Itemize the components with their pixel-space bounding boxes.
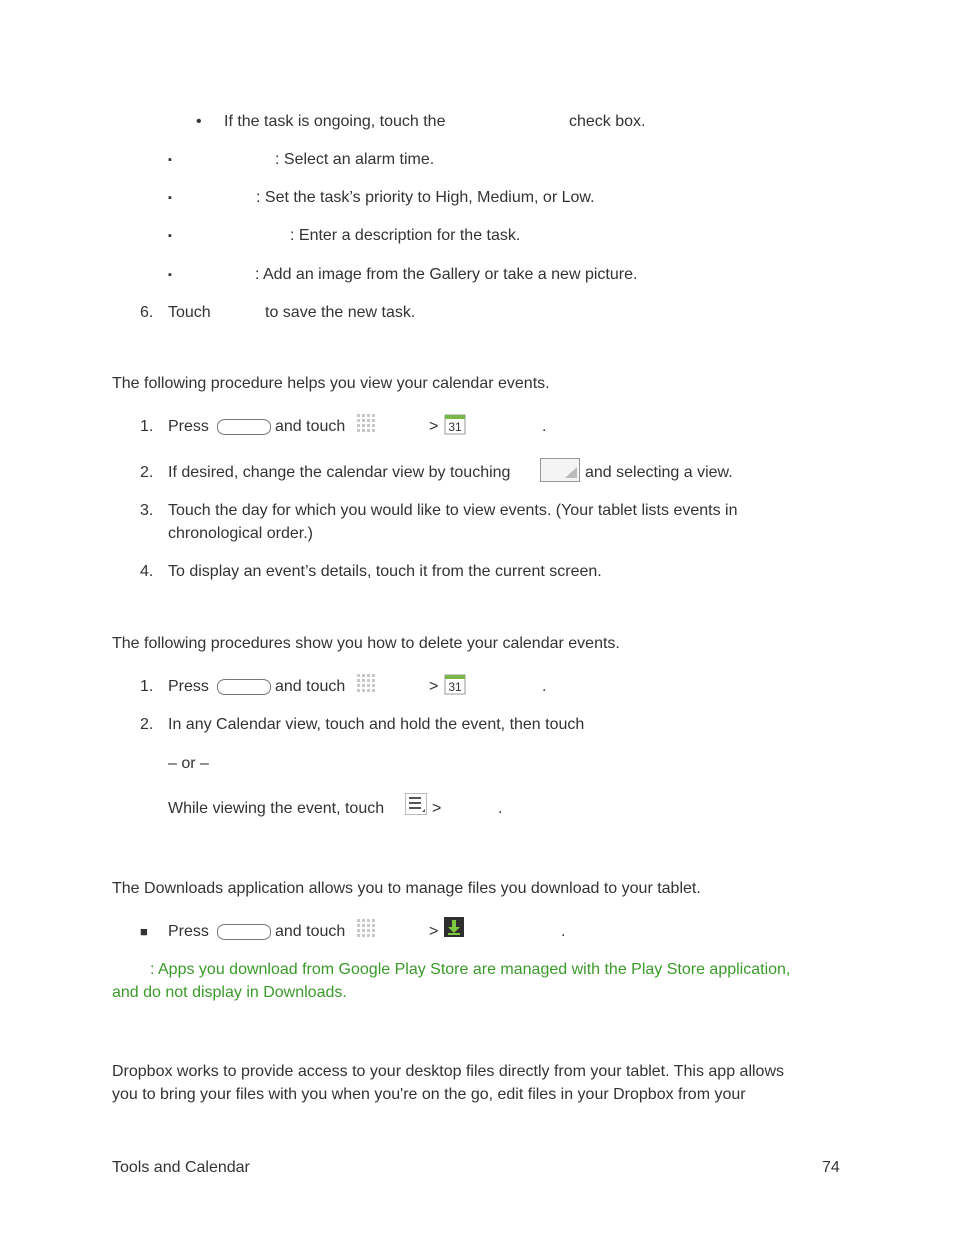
step-number: 2. [140, 464, 154, 481]
step-number: 2. [140, 716, 154, 733]
step-number: 1. [140, 678, 154, 695]
or-separator: – or – [168, 755, 209, 772]
dropbox-text-line2: you to bring your files with you when you're on the go, edit files in your Dropbox from your [112, 1086, 746, 1103]
page-number: 74 [822, 1159, 840, 1176]
square-bullet: ▪ [168, 230, 172, 242]
image-option-text: : Add an image from the Gallery or take a new picture. [255, 266, 638, 283]
view-selector-icon [540, 458, 580, 482]
step6-text: Touch [168, 304, 211, 321]
step-number: 3. [140, 502, 154, 519]
note-text-line2: and do not display in Downloads. [112, 984, 347, 1001]
step-number: 1. [140, 418, 154, 435]
menu-icon [405, 793, 427, 815]
period: . [498, 800, 503, 817]
step4-text: To display an event’s details, touch it from the current screen. [168, 563, 602, 580]
gt-separator: > [432, 800, 442, 817]
step3-text-line1: Touch the day for which you would like to view events. (Your tablet lists events in [168, 502, 738, 519]
square-bullet: ▪ [168, 154, 172, 166]
period: . [542, 678, 547, 695]
calendar-day-number: 31 [448, 420, 462, 434]
step-number: 6. [140, 304, 154, 321]
footer-section-title: Tools and Calendar [112, 1159, 250, 1176]
apps-grid-icon [356, 918, 378, 940]
ongoing-text-end: check box. [569, 113, 646, 130]
gt-separator: > [429, 678, 439, 695]
home-key-icon [217, 679, 271, 695]
gt-separator: > [429, 418, 439, 435]
and-touch-text: and touch [275, 678, 346, 695]
square-bullet: ▪ [168, 269, 172, 281]
step2-text: In any Calendar view, touch and hold the event, then touch [168, 716, 585, 733]
press-text: Press [168, 418, 209, 435]
home-key-icon [217, 419, 271, 435]
calendar-day-number: 31 [448, 680, 462, 694]
home-key-icon [217, 924, 271, 940]
period: . [561, 923, 566, 940]
dropbox-text-line1: Dropbox works to provide access to your desktop files directly from your tablet. This app allows [112, 1063, 784, 1080]
apps-grid-icon [356, 673, 378, 695]
view-events-intro: The following procedure helps you view your calendar events. [112, 375, 550, 392]
and-touch-text: and touch [275, 418, 346, 435]
priority-option-text: : Set the task’s priority to High, Medium, or Low. [256, 189, 595, 206]
square-bullet: ■ [140, 924, 148, 939]
download-icon [444, 917, 464, 937]
step-number: 4. [140, 563, 154, 580]
step6-text-end: to save the new task. [265, 304, 416, 321]
apps-grid-icon [356, 413, 378, 435]
press-text: Press [168, 923, 209, 940]
period: . [542, 418, 547, 435]
alarm-option-text: : Select an alarm time. [275, 151, 435, 168]
ongoing-text: If the task is ongoing, touch the [224, 113, 446, 130]
step2-text: If desired, change the calendar view by touching [168, 464, 511, 481]
delete-events-intro: The following procedures show you how to delete your calendar events. [112, 635, 620, 652]
bullet: • [196, 113, 202, 130]
note-text-line1: : Apps you download from Google Play Store are managed with the Play Store application, [150, 961, 791, 978]
square-bullet: ▪ [168, 192, 172, 204]
while-viewing-text: While viewing the event, touch [168, 800, 385, 817]
calendar-icon [444, 673, 466, 695]
press-text: Press [168, 678, 209, 695]
description-option-text: : Enter a description for the task. [290, 227, 521, 244]
step3-text-line2: chronological order.) [168, 525, 313, 542]
step2-text-end: and selecting a view. [585, 464, 733, 481]
gt-separator: > [429, 923, 439, 940]
calendar-icon [444, 413, 466, 435]
downloads-intro: The Downloads application allows you to manage files you download to your tablet. [112, 880, 701, 897]
and-touch-text: and touch [275, 923, 346, 940]
